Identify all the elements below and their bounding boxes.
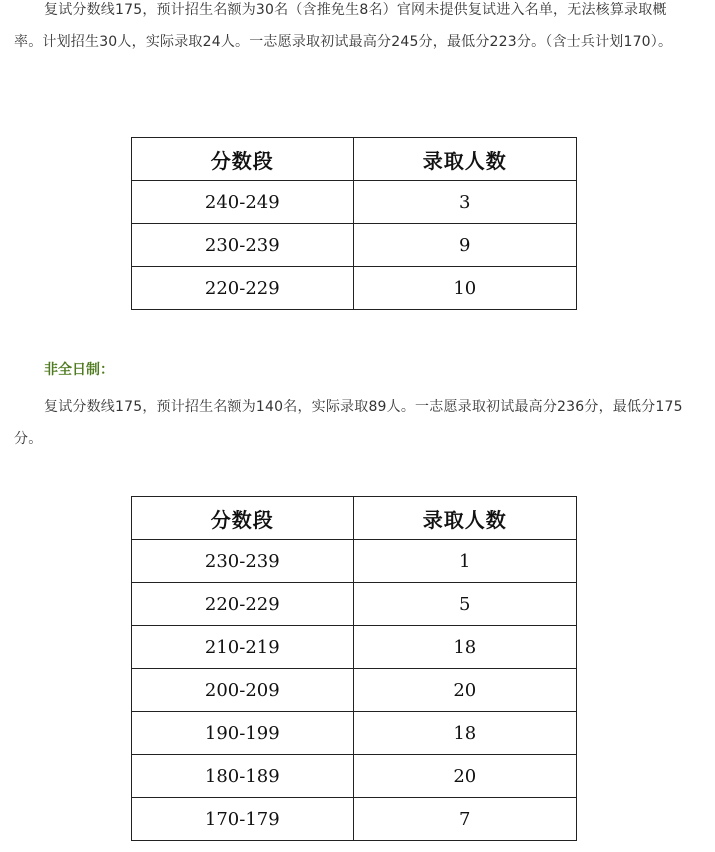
admitted-count-cell: 20	[353, 669, 576, 712]
intro-paragraph-fulltime: 复试分数线175，预计招生名额为30名（含推免生8名）官网未提供复试进入名单，无法核算录取概率。计划招生30人，实际录取24人。一志愿录取初试最高分245分，最低分223分。（含士兵计划170）。	[14, 2, 673, 50]
header-admitted-count: 录取人数	[353, 497, 576, 540]
score-range-cell: 200-209	[132, 669, 354, 712]
table-row	[132, 755, 577, 798]
score-range-cell: 190-199	[132, 712, 354, 755]
table-row	[132, 626, 577, 669]
score-range-cell: 230-239	[132, 540, 354, 583]
table-row	[132, 583, 577, 626]
table-row	[132, 224, 577, 267]
admitted-count-cell: 3	[353, 181, 576, 224]
admitted-count-cell: 7	[353, 798, 576, 841]
score-range-cell: 210-219	[132, 626, 354, 669]
table-row	[132, 712, 577, 755]
admitted-count-cell: 18	[353, 712, 576, 755]
intro-paragraph-parttime: 复试分数线175，预计招生名额为140名，实际录取89人。一志愿录取初试最高分236分，最低分175分。	[14, 399, 683, 447]
table-header-row	[132, 138, 577, 181]
table-header-row	[132, 497, 577, 540]
score-range-cell: 220-229	[132, 267, 354, 310]
table-row	[132, 669, 577, 712]
header-admitted-count: 录取人数	[353, 138, 576, 181]
table-row	[132, 540, 577, 583]
admitted-count-cell: 20	[353, 755, 576, 798]
table-row	[132, 798, 577, 841]
score-table-fulltime	[131, 137, 577, 310]
score-range-cell: 180-189	[132, 755, 354, 798]
score-range-cell: 230-239	[132, 224, 354, 267]
table-row	[132, 181, 577, 224]
admitted-count-cell: 18	[353, 626, 576, 669]
section-heading-parttime: 非全日制：	[44, 362, 114, 378]
score-range-cell: 240-249	[132, 181, 354, 224]
admitted-count-cell: 10	[353, 267, 576, 310]
admitted-count-cell: 5	[353, 583, 576, 626]
score-range-cell: 220-229	[132, 583, 354, 626]
table-row	[132, 267, 577, 310]
admitted-count-cell: 1	[353, 540, 576, 583]
admitted-count-cell: 9	[353, 224, 576, 267]
score-range-cell: 170-179	[132, 798, 354, 841]
header-score-range: 分数段	[132, 497, 354, 540]
score-table-parttime	[131, 496, 577, 841]
header-score-range: 分数段	[132, 138, 354, 181]
